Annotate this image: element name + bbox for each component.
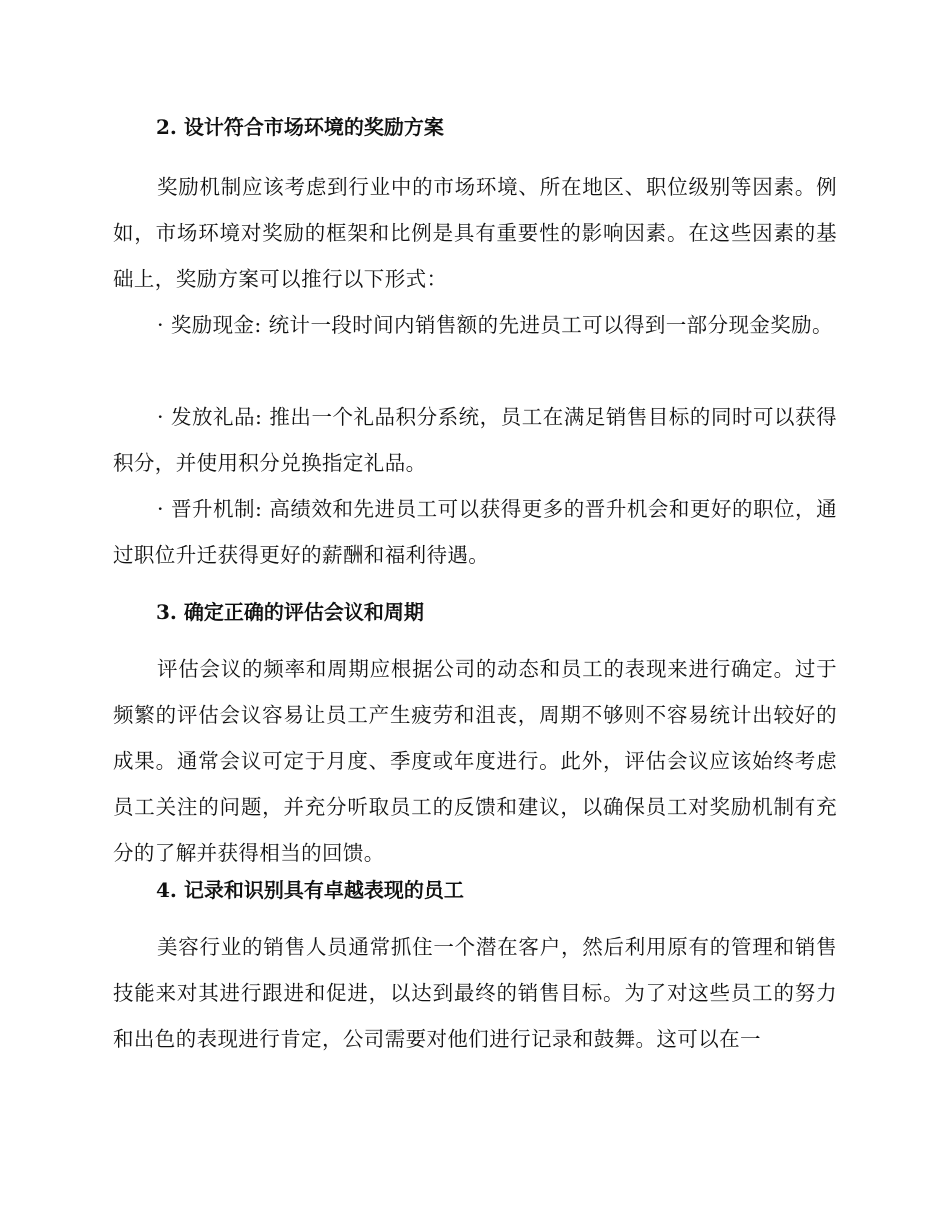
section-heading-2: 2. 设计符合市场环境的奖励方案 bbox=[156, 115, 444, 139]
list-item-gift-reward: · 发放礼品: 推出一个礼品积分系统，员工在满足销售目标的同时可以获得积分，并使用积分兑换指定礼品。 bbox=[113, 405, 837, 475]
section-heading-4: 4. 记录和识别具有卓越表现的员工 bbox=[156, 878, 464, 902]
list-item-cash-reward: · 奖励现金: 统计一段时间内销售额的先进员工可以得到一部分现金奖励。 bbox=[157, 313, 833, 337]
section-heading-3: 3. 确定正确的评估会议和周期 bbox=[156, 600, 424, 624]
paragraph-reward-factors: 奖励机制应该考虑到行业中的市场环境、所在地区、职位级别等因素。例如，市场环境对奖励的框架和比例是具有重要性的影响因素。在这些因素的基础上，奖励方案可以推行以下形式： bbox=[113, 175, 837, 291]
paragraph-evaluation-meetings: 评估会议的频率和周期应根据公司的动态和员工的表现来进行确定。过于频繁的评估会议容易让员工产生疲劳和沮丧，周期不够则不容易统计出较好的成果。通常会议可定于月度、季度或年度进行。此外，评估会议应该始终考虑员工关注的问题，并充分听取员工的反馈和建议，以确保员工对奖励机制有充分的了解并获得相当的回馈。 bbox=[113, 657, 837, 865]
paragraph-record-employees: 美容行业的销售人员通常抓住一个潜在客户，然后利用原有的管理和销售技能来对其进行跟进和促进，以达到最终的销售目标。为了对这些员工的努力和出色的表现进行肯定，公司需要对他们进行记录和鼓舞。这可以在一 bbox=[113, 935, 837, 1051]
list-item-promotion: · 晋升机制: 高绩效和先进员工可以获得更多的晋升机会和更好的职位，通过职位升迁获得更好的薪酬和福利待遇。 bbox=[113, 497, 837, 567]
